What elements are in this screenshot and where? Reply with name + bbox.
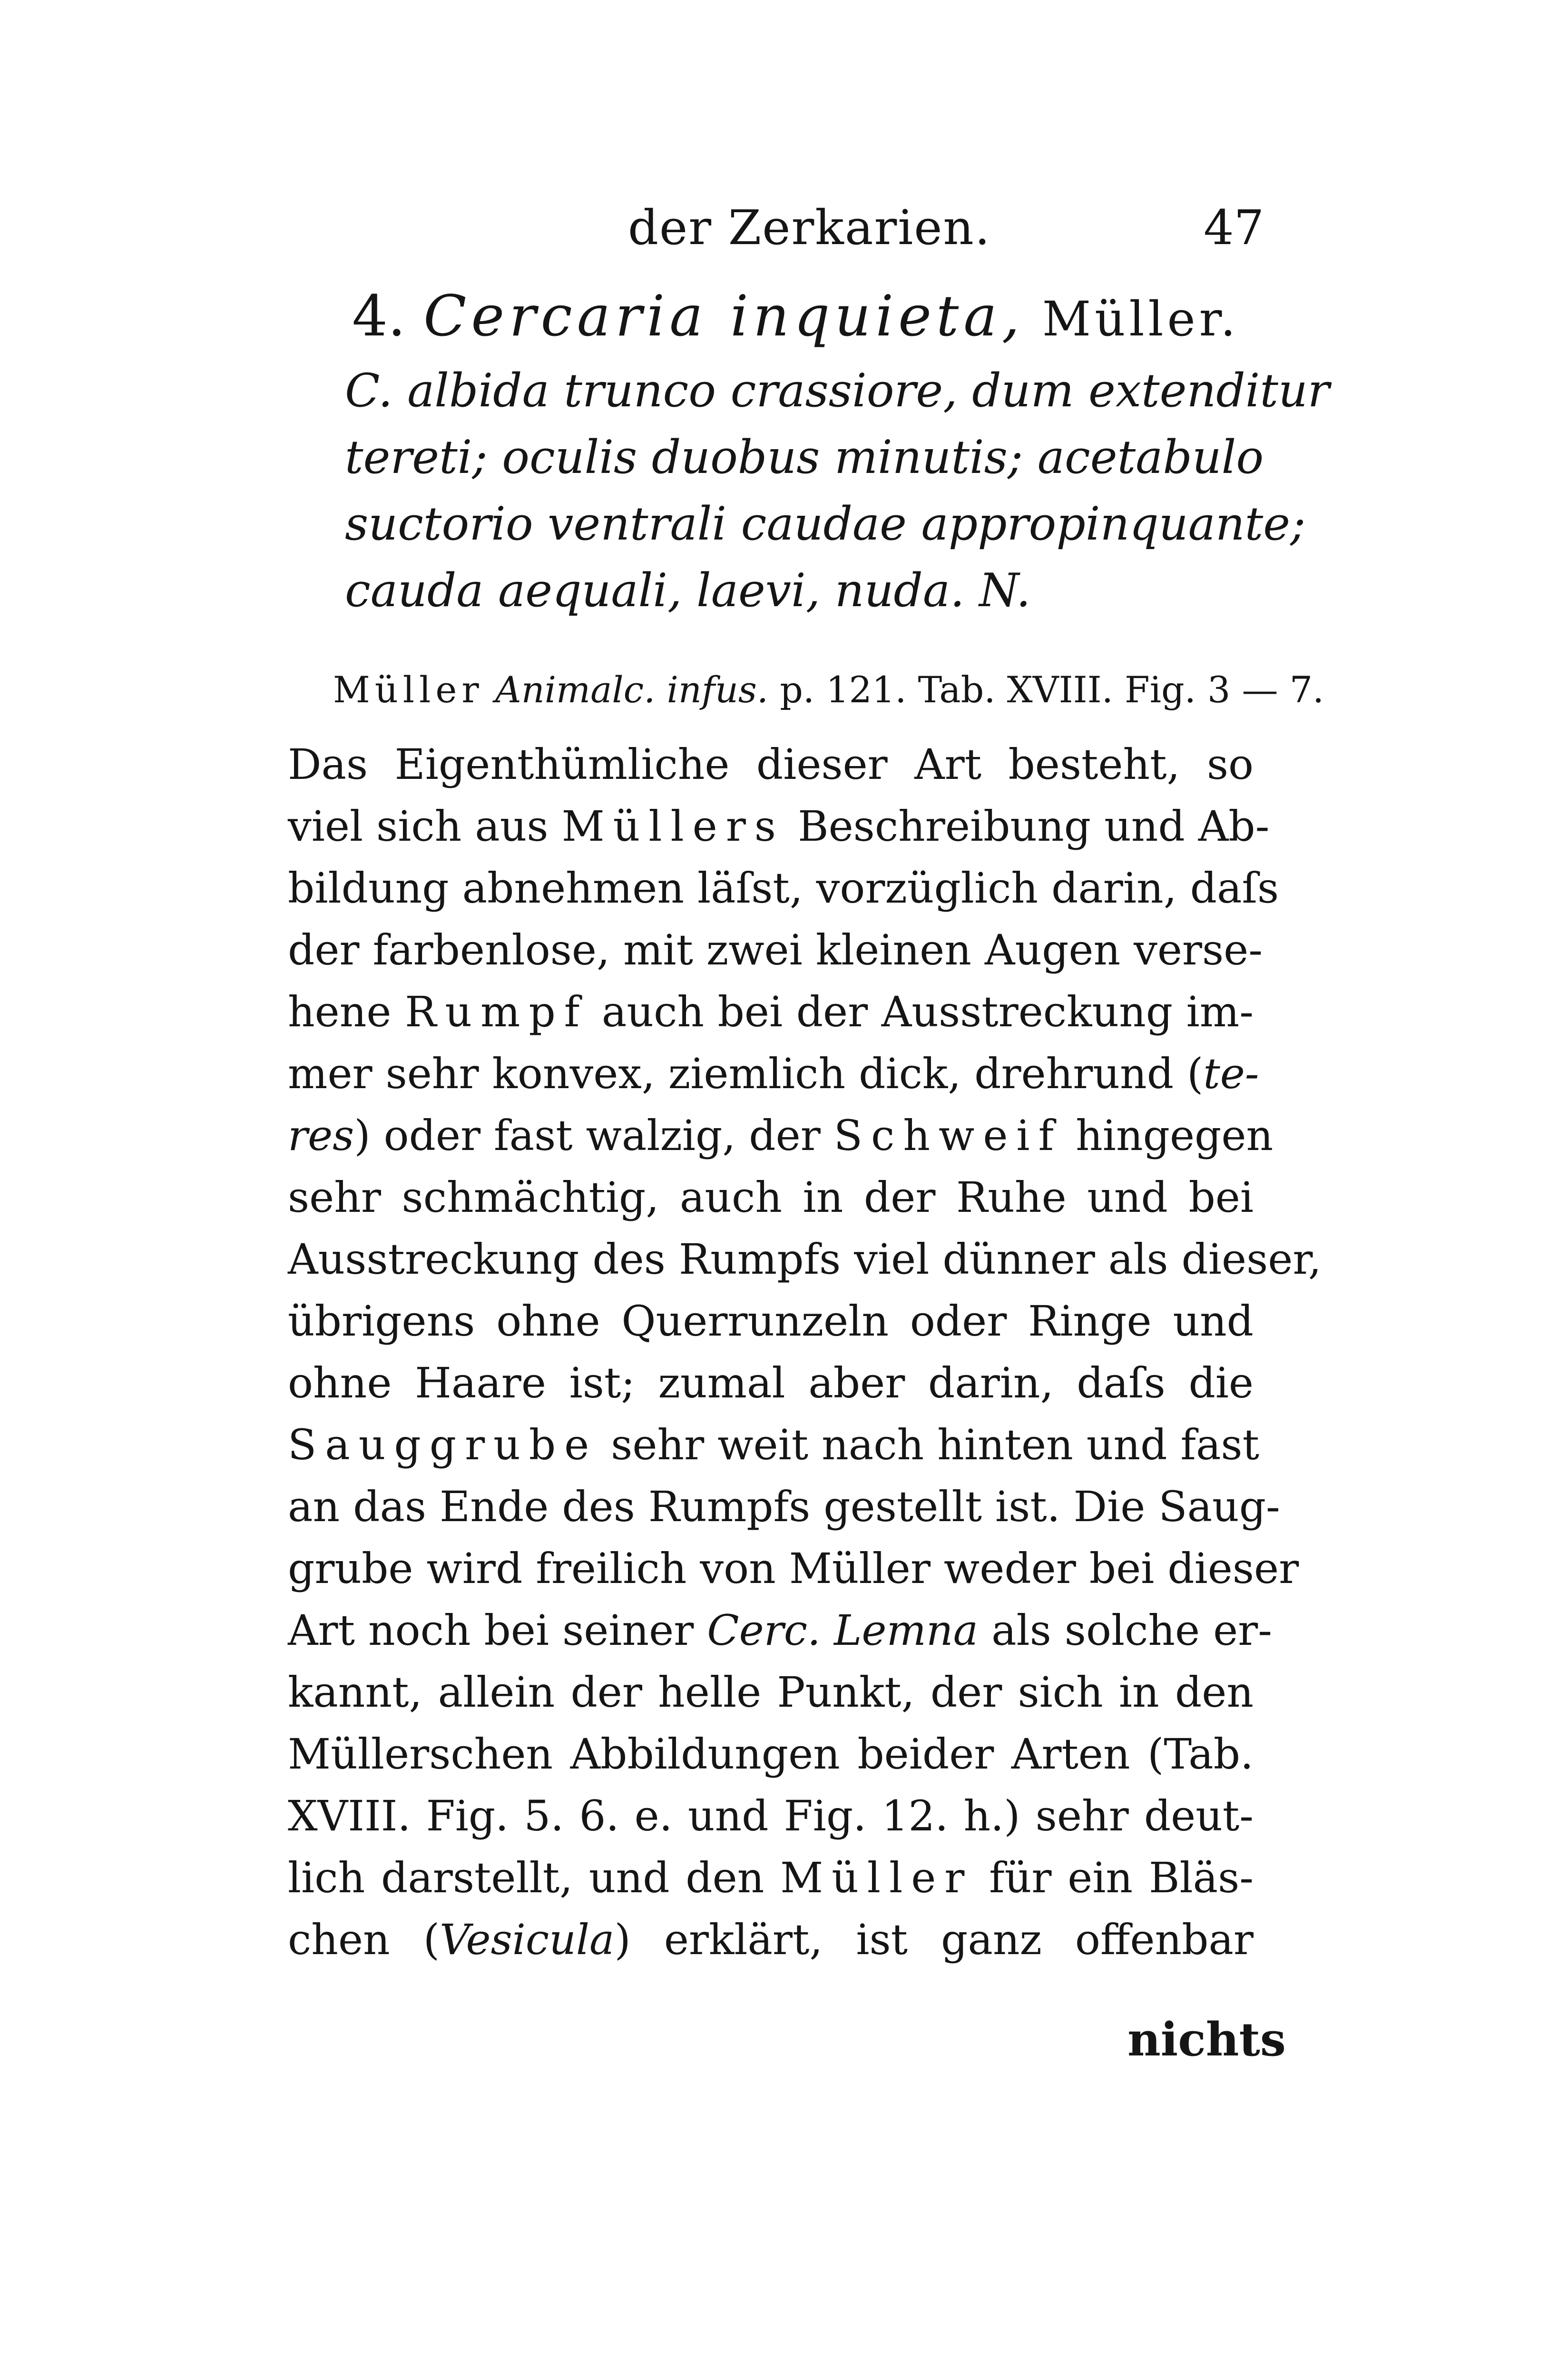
species-number: 4. — [352, 283, 406, 349]
body-line: Müllerschen Abbildungen beider Arten (Tab. — [288, 1730, 1254, 1779]
body-line — [288, 1420, 1259, 1469]
body-line: übrigens ohne Querrunzeln oder Ringe und — [288, 1297, 1254, 1346]
body-line — [288, 1111, 1274, 1160]
body-line: sehr schmächtig, auch in der Ruhe und bei — [288, 1173, 1254, 1222]
body-line — [288, 802, 1270, 851]
text-run: lich darstellt, und den — [288, 1853, 764, 1902]
diagnosis-line: C. albida trunco crassiore, dum extenditur — [345, 364, 1330, 417]
text-run: hene — [288, 987, 392, 1036]
text-run: auch bei der Ausstreckung im- — [601, 987, 1254, 1036]
italic-term: te- — [1203, 1049, 1259, 1098]
reference-work: Animalc. infus. — [495, 668, 769, 711]
text-run: viel sich aus — [288, 802, 549, 851]
diagnosis-line: cauda aequali, laevi, nuda. N. — [345, 564, 1031, 617]
body-line — [288, 1606, 1272, 1655]
body-line — [288, 987, 1254, 1036]
text-run: sehr weit nach hinten und fast — [611, 1420, 1259, 1469]
italic-term: Cerc. Lemna — [707, 1606, 979, 1655]
spaced-term: Schweif — [833, 1111, 1063, 1160]
text-run: hingegen — [1076, 1111, 1274, 1160]
reference-line — [333, 668, 1324, 711]
spaced-name: Müllers — [561, 802, 784, 851]
catchword: nichts — [1127, 2013, 1286, 2066]
species-author: Müller. — [1042, 291, 1240, 347]
body-line: Ausstreckung des Rumpfs viel dünner als dieser, — [288, 1235, 1322, 1284]
text-run: chen ( — [288, 1915, 440, 1964]
spaced-term: Sauggrube — [288, 1420, 598, 1469]
body-line: kannt, allein der helle Punkt, der sich in den — [288, 1668, 1254, 1717]
text-run: ) erklärt, ist ganz offenbar — [614, 1915, 1254, 1964]
body-line: ohne Haare ist; zumal aber darin, daſs die — [288, 1358, 1254, 1407]
reference-details: p. 121. Tab. XVIII. Fig. 3 — 7. — [780, 668, 1324, 711]
spaced-name: Müller — [780, 1853, 973, 1902]
italic-term: res — [288, 1111, 354, 1160]
text-run: ) oder fast walzig, der — [354, 1111, 821, 1160]
reference-author: Müller — [333, 668, 484, 711]
spaced-term: Rumpf — [405, 987, 588, 1036]
body-line — [288, 1049, 1259, 1098]
running-title: der Zerkarien. — [628, 200, 991, 256]
text-run: Art noch bei seiner — [288, 1606, 694, 1655]
body-line — [288, 1915, 1254, 1964]
italic-term: Vesicula — [440, 1915, 615, 1964]
body-line: XVIII. Fig. 5. 6. e. und Fig. 12. h.) sehr deut- — [288, 1791, 1254, 1840]
text-run: für ein Bläs- — [989, 1853, 1254, 1902]
diagnosis-line: tereti; oculis duobus minutis; acetabulo — [345, 431, 1264, 484]
body-line: der farbenlose, mit zwei kleinen Augen verse- — [288, 925, 1263, 974]
body-line: grube wird freilich von Müller weder bei dieser — [288, 1544, 1299, 1593]
body-line: an das Ende des Rumpfs gestellt ist. Die Saug- — [288, 1482, 1280, 1531]
text-run: als solche er- — [991, 1606, 1272, 1655]
page-number: 47 — [1204, 200, 1264, 256]
body-line: bildung abnehmen läſst, vorzüglich darin, daſs — [288, 864, 1279, 913]
text-run: mer sehr konvex, ziemlich dick, drehrund ( — [288, 1049, 1204, 1098]
body-line: Das Eigenthümliche dieser Art besteht, so — [288, 740, 1254, 789]
body-line — [288, 1853, 1254, 1902]
species-heading — [352, 283, 1239, 349]
species-name: Cercaria inquieta, — [423, 283, 1025, 349]
diagnosis-line: suctorio ventrali caudae appropinquante; — [345, 497, 1306, 551]
text-run: Beschreibung und Ab- — [797, 802, 1270, 851]
